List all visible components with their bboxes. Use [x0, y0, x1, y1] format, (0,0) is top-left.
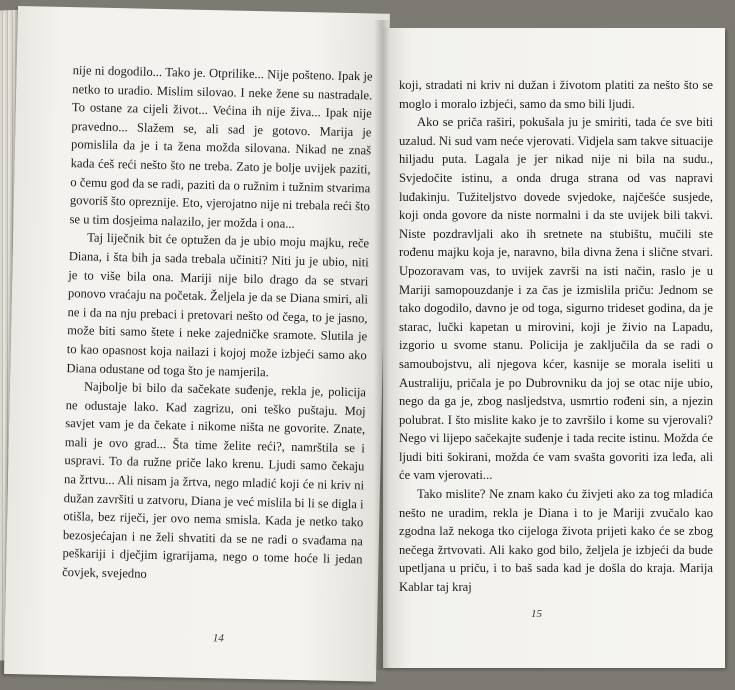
left-paragraph-3: Najbolje bi bilo da sačekate suđenje, rekla je, policija ne odustaje lako. Kad zagrizu, oni teško puštaju. Moj savjet vam je da čekate i nikome ništa ne govorite. Znate, mali je ovo grad... Šta time želite reći?, namrštila se i uspravi. To da ružne priče lako krenu. Ljudi samo čekaju na žrtvu... Ali nisam ja žrtva, nego mladić koji će ni kriv ni dužan završiti u zatvoru, Diana je već mislila bi li se digla i otišla, bez riječi, jer ovo nema smisla. Kada je netko tako bezosjećajan i ne želi shvatiti da se ne radi o svađama na peškariji i dječjim igrarijama, nego o tome hoće li jedan čovjek, svejedno [62, 379, 367, 581]
book-gutter [374, 20, 390, 670]
left-paragraph-2: Taj liječnik bit će optužen da je ubio moju majku, reče Diana, i šta bih ja sada trebala učiniti? Niti ju je ubio, niti je to više bila ona. Mariji nije bilo drago da se stvari ponovo vraćaju na početak. Željela je da se Diana smiri, ali ne i da na nju prebaci i pretovari nešto od čega, to je jasno, može biti samo štete i neke zajedničke sramote. Slutila je to kao opasnost koja nailazi i kojoj može izbjeći samo ako Diana odustane od toga što je namjerila. [66, 230, 370, 379]
left-page-number: 14 [212, 632, 224, 645]
left-page [4, 6, 390, 682]
right-paragraph-2: Ako se priča raširi, pokušala ju je smiriti, tada će sve biti uzalud. Ni sud vam neće vjerovati. Vidjela sam takve situacije hiljadu puta. Lagala je jer nikad nije ni bila na sudu., Svjedočite istinu, a onda druga strana od vas napravi luđakinju. Tužiteljstvo dovede svjedoke, najčešće susjede, koji onda govore da niste normalni i da ste uvijek bili takvi. Niste pozdravljali ako ih sretnete na stubištu, mučili ste rođenu majku koja je, naravno, bila divna žena i slične stvari. Upozoravam vas, to uvijek završi na isti način, raslo je u Mariji samopouzdanje i za čas je izmislila priču: Jednom se tako dogodilo, davno je od toga, sigurno trideset godina, da je starac, lučki kapetan u mirovini, koji je živio na Lapadu, izgorio u svome stanu. Policija je zaključila da se radi o samoubojstvu, ali njegova kćer, kasnije se morala iseliti u Australiju, pričala je po Dubrovniku da joj se otac nije ubio, nego da ga je, zbog nasljedstva, usmrtio rođeni sin, a njezin polubrat. I što mislite kako je to završilo i kome su vjerovali? Nego vi lijepo sačekajte suđenje i tada recite istinu. Možda će ljudi biti šokirani, možda će vam svašta govoriti iza leđa, ali će vam vjerovati... [399, 115, 713, 483]
right-paragraph-1: koji, stradati ni kriv ni dužan i životom platiti za nešto što se moglo i moralo izbjeći, samo da smo bili ljudi. [399, 78, 713, 111]
right-page-number: 15 [531, 608, 542, 620]
right-page-text [399, 76, 713, 597]
left-page-text [62, 61, 373, 588]
right-paragraph-3: Tako mislite? Ne znam kako ću živjeti ako za tog mladića nešto ne uradim, rekla je Diana i to je Mariji zvučalo kao zgodna laž nekoga tko cijeloga života prijeti kako će se zbog nečega žrtvovati. Ali kako god bilo, željela je izbjeći da bude upetljana u priču, i to baš sada kad je došla do kraja. Marija Kablar taj kraj [399, 487, 713, 595]
right-page [383, 28, 725, 668]
left-paragraph-1: nije ni dogodilo... Tako je. Otprilike... Nije pošteno. Ipak je netko to uradio. Mislim silovao. I neke žene su nastradale. To ostane za cijeli život... Većina ih nije živa... Ipak nije pravedno... Slažem se, ali sad je gotovo. Marija je pomislila da je i ta žena možda silovana. Nikad ne znaš kada ćeš reći nešto što ne treba. Zato je bolje uvijek paziti, o čemu god da se radi, paziti da o ružnim i tužnim stvarima govoriš što opreznije. Eto, vjerojatno nije ni trebala reći što se u tim dosjeima nalazilo, jer možda i ona... [69, 63, 373, 231]
